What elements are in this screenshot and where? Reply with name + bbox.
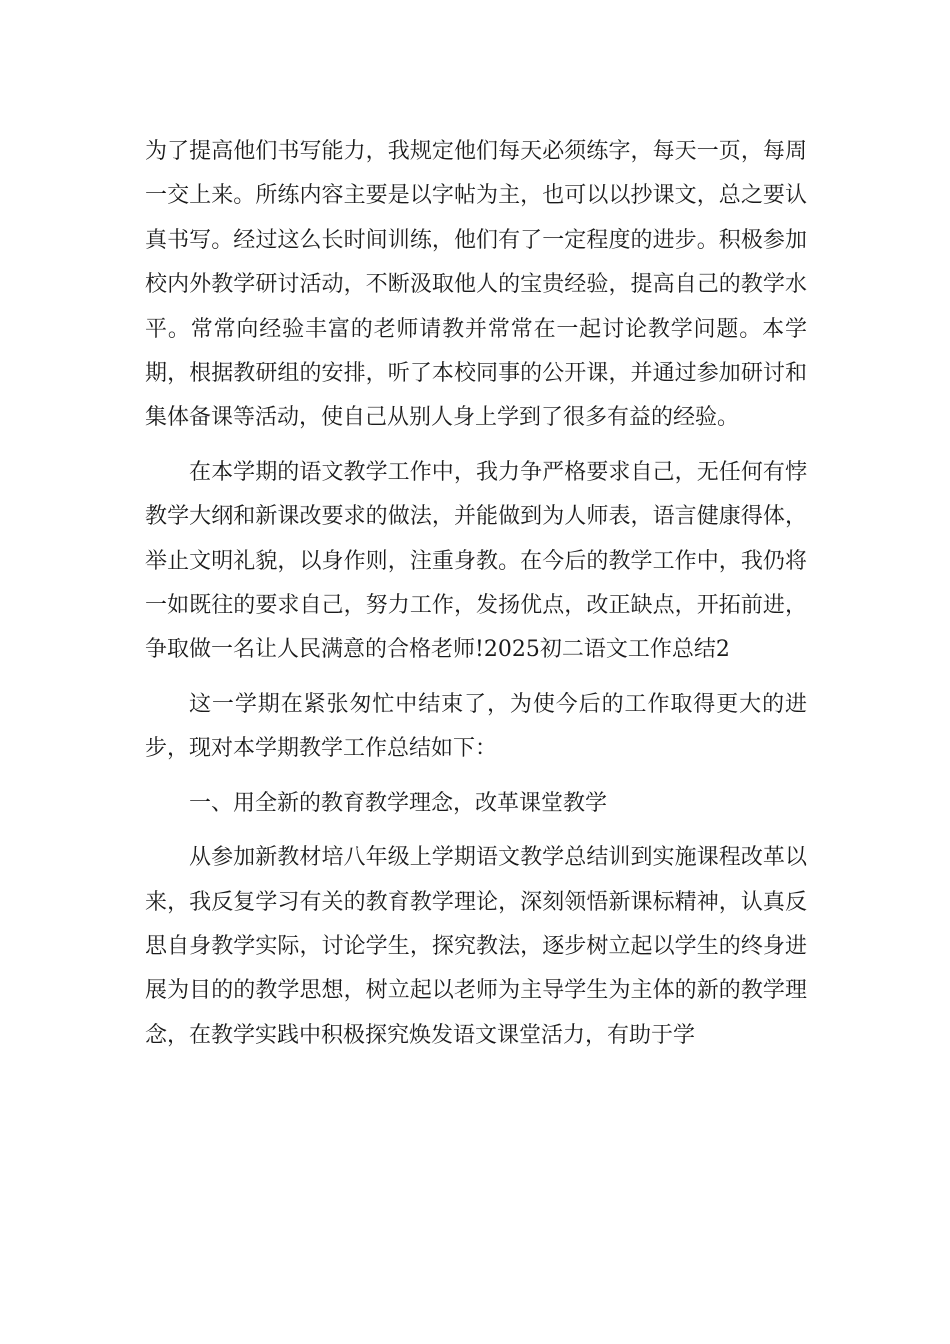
paragraph-writing-practice: 为了提高他们书写能力，我规定他们每天必须练字，每天一页，每周一交上来。所练内容主要是以字帖为主，也可以以抄课文，总之要认真书写。经过这么长时间训练，他们有了一定程度的进步。积极参加校内外教学研讨活动，不断汲取他人的宝贵经验，提高自己的教学水平。常常向经验丰富的老师请教并常常在一起讨论教学问题。本学期，根据教研组的安排，听了本校同事的公开课，并通过参加研讨和集体备课等活动，使自己从别人身上学到了很多有益的经验。 <box>145 139 807 431</box>
paragraph-teaching-reform: 从参加新教材培八年级上学期语文教学总结训到实施课程改革以来，我反复学习有关的教育教学理论，深刻领悟新课标精神，认真反思自身教学实际，讨论学生，探究教法，逐步树立起以学生的终身进展为目的的教学思想，树立起以老师为主导学生为主体的新的教学理念，在教学实践中积极探究焕发语文课堂活力，有助于学 <box>145 845 807 1048</box>
section-heading-1: 一、用全新的教育教学理念，改革课堂教学 <box>189 790 608 816</box>
document-page <box>145 130 807 1058</box>
paragraph-self-requirement: 在本学期的语文教学工作中，我力争严格要求自己，无任何有悖教学大纲和新课改要求的做法，并能做到为人师表，语言健康得体，举止文明礼貌，以身作则，注重身教。在今后的教学工作中，我仍将一如既往的要求自己，努力工作，发扬优点，改正缺点，开拓前进，争取做一名让人民满意的合格老师!2025初二语文工作总结2 <box>145 459 807 663</box>
paragraph-semester-intro: 这一学期在紧张匆忙中结束了，为使今后的工作取得更大的进步，现对本学期教学工作总结如下： <box>145 691 807 762</box>
